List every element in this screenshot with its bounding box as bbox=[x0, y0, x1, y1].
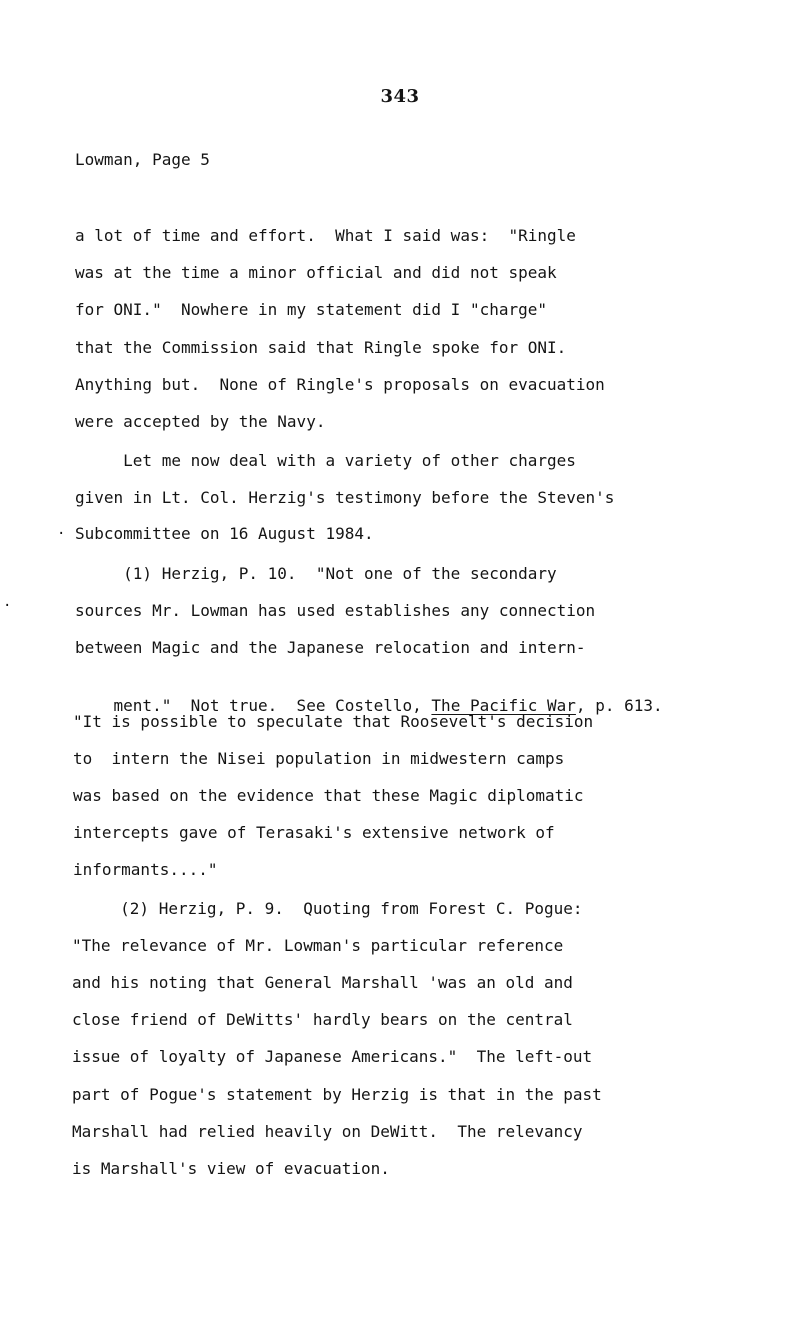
text-line: Subcommittee on 16 August 1984. bbox=[75, 524, 374, 543]
text-line: close friend of DeWitts' hardly bears on the central bbox=[72, 1010, 573, 1029]
scan-mark: · bbox=[57, 526, 66, 542]
text-line: intercepts gave of Terasaki's extensive network of bbox=[73, 823, 555, 842]
text-line: part of Pogue's statement by Herzig is that in the past bbox=[72, 1085, 602, 1104]
text-line: Anything but. None of Ringle's proposals on evacuation bbox=[75, 375, 605, 394]
text-line: and his noting that General Marshall 'was an old and bbox=[72, 973, 573, 992]
text-line: (1) Herzig, P. 10. "Not one of the secondary bbox=[75, 564, 557, 583]
text-line: Marshall had relied heavily on DeWitt. The relevancy bbox=[72, 1122, 583, 1141]
text-line: given in Lt. Col. Herzig's testimony before the Steven's bbox=[75, 488, 615, 507]
book-title: The Pacific War bbox=[431, 696, 576, 715]
text-line: a lot of time and effort. What I said was: "Ringle bbox=[75, 226, 576, 245]
text-line: informants...." bbox=[73, 860, 218, 879]
text-line: were accepted by the Navy. bbox=[75, 412, 326, 431]
text-line: "It is possible to speculate that Roosevelt's decision bbox=[73, 712, 594, 731]
text-line: Let me now deal with a variety of other charges bbox=[75, 451, 576, 470]
text-line: (2) Herzig, P. 9. Quoting from Forest C. Pogue: bbox=[72, 899, 583, 918]
page-number: 343 bbox=[380, 86, 420, 107]
text-line: "The relevance of Mr. Lowman's particular reference bbox=[72, 936, 564, 955]
text-line: sources Mr. Lowman has used establishes any connection bbox=[75, 601, 596, 620]
text-line: to intern the Nisei population in midwestern camps bbox=[73, 749, 565, 768]
text-segment: ment." Not true. See Costello, bbox=[113, 696, 432, 715]
text-line: that the Commission said that Ringle spoke for ONI. bbox=[75, 338, 567, 357]
text-line: for ONI." Nowhere in my statement did I "charge" bbox=[75, 300, 548, 319]
text-line: issue of loyalty of Japanese Americans." The left-out bbox=[72, 1047, 593, 1066]
text-line: is Marshall's view of evacuation. bbox=[72, 1159, 390, 1178]
text-segment: , p. 613. bbox=[575, 696, 663, 715]
text-line: was based on the evidence that these Magic diplomatic bbox=[73, 786, 584, 805]
page-header: Lowman, Page 5 bbox=[75, 150, 210, 169]
text-line: was at the time a minor official and did not speak bbox=[75, 263, 557, 282]
scan-mark: · bbox=[3, 598, 12, 614]
text-line: between Magic and the Japanese relocation and intern- bbox=[75, 638, 586, 657]
